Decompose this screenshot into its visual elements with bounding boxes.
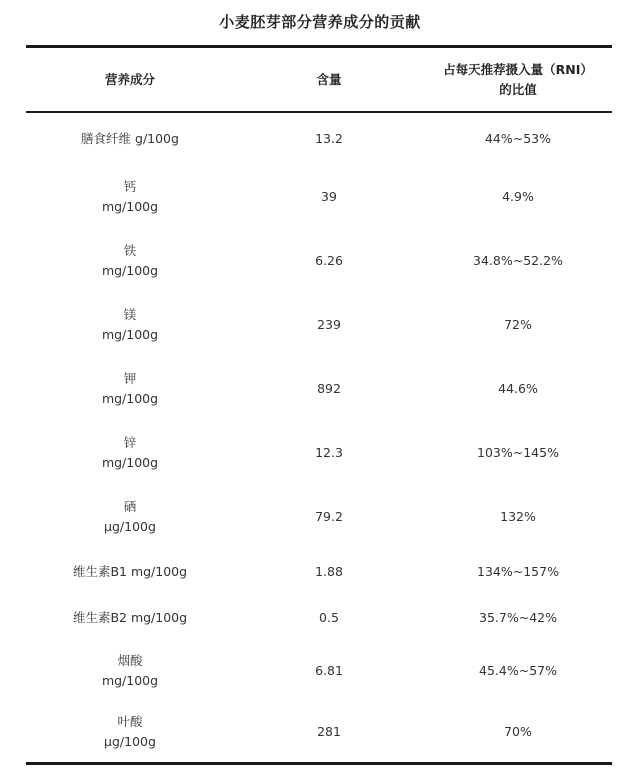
- header-nutrient: 营养成分: [104, 71, 155, 87]
- rni-value: 45.4%~57%: [479, 663, 557, 678]
- nutrient-name: [26, 293, 234, 357]
- table-row: [26, 165, 612, 229]
- nutrient-name: [26, 485, 234, 549]
- rni-value: 72%: [504, 317, 532, 332]
- header-rni-line1: 占每天推荐摄入量（RNI）: [443, 61, 593, 77]
- nutrient-unit: μg/100g: [104, 733, 156, 749]
- rni-value: 134%~157%: [477, 564, 559, 579]
- nutrient-name: [26, 421, 234, 485]
- nutrient-unit: mg/100g: [101, 327, 159, 342]
- content-value: 39: [321, 189, 337, 204]
- nutrient-unit: mg/100g: [101, 263, 159, 278]
- nutrient-name: [26, 113, 234, 165]
- content-value: 0.5: [319, 610, 339, 625]
- rni-value: 103%~145%: [477, 445, 559, 460]
- bottom-rule: [26, 762, 612, 765]
- content-value: 13.2: [315, 131, 343, 146]
- content-value: 281: [317, 723, 341, 739]
- rni-value: 34.8%~52.2%: [473, 253, 563, 268]
- nutrient-name: [26, 549, 234, 595]
- table-row: [26, 595, 612, 641]
- content-value: 6.26: [315, 253, 343, 268]
- nutrient-label: 维生素B1 mg/100g: [72, 564, 188, 579]
- table-title: 小麦胚芽部分营养成分的贡献: [219, 13, 421, 31]
- content-value: 6.81: [315, 663, 343, 678]
- header-content: 含量: [316, 71, 342, 87]
- content-value: 79.2: [315, 509, 343, 524]
- table-row: [26, 485, 612, 549]
- table-row: [26, 229, 612, 293]
- rni-value: 35.7%~42%: [479, 610, 557, 625]
- content-value: 1.88: [315, 564, 343, 579]
- table-row: [26, 421, 612, 485]
- rni-value: 44.6%: [498, 381, 538, 396]
- nutrient-label: 铁: [123, 243, 137, 258]
- nutrient-label: 维生素B2 mg/100g: [72, 610, 188, 625]
- header-rni-line2: 的比值: [499, 81, 537, 97]
- nutrient-name: [26, 701, 234, 762]
- nutrient-name: [26, 595, 234, 641]
- nutrient-label: 钾: [123, 371, 137, 386]
- table-row: [26, 701, 612, 762]
- nutrient-unit: mg/100g: [101, 199, 159, 214]
- table-row: [26, 293, 612, 357]
- nutrient-label: 镁: [123, 307, 137, 322]
- nutrient-label: 膳食纤维 g/100g: [81, 131, 179, 146]
- nutrient-label: 烟酸: [117, 653, 143, 668]
- content-value: 239: [317, 317, 341, 332]
- content-value: 892: [317, 381, 341, 396]
- table-row: [26, 357, 612, 421]
- nutrient-label: 叶酸: [117, 713, 143, 729]
- nutrient-name: [26, 229, 234, 293]
- content-value: 12.3: [315, 445, 343, 460]
- rni-value: 4.9%: [502, 189, 534, 204]
- nutrient-label: 钙: [123, 179, 137, 194]
- nutrient-unit: mg/100g: [101, 391, 159, 406]
- rni-value: 44%~53%: [484, 131, 552, 146]
- header-rni: [424, 48, 612, 111]
- table-row: [26, 549, 612, 595]
- rni-value: 70%: [504, 723, 532, 739]
- nutrient-name: [26, 165, 234, 229]
- nutrient-name: [26, 641, 234, 701]
- nutrient-unit: mg/100g: [101, 455, 159, 470]
- nutrient-unit: μg/100g: [104, 519, 156, 534]
- nutrient-label: 锌: [123, 435, 137, 450]
- nutrient-name: [26, 357, 234, 421]
- rni-value: 132%: [500, 509, 536, 524]
- table-header: [26, 48, 612, 111]
- nutrient-label: 硒: [123, 499, 137, 514]
- nutrient-unit: mg/100g: [101, 673, 159, 688]
- table-row: [26, 641, 612, 701]
- table-row: [26, 113, 612, 165]
